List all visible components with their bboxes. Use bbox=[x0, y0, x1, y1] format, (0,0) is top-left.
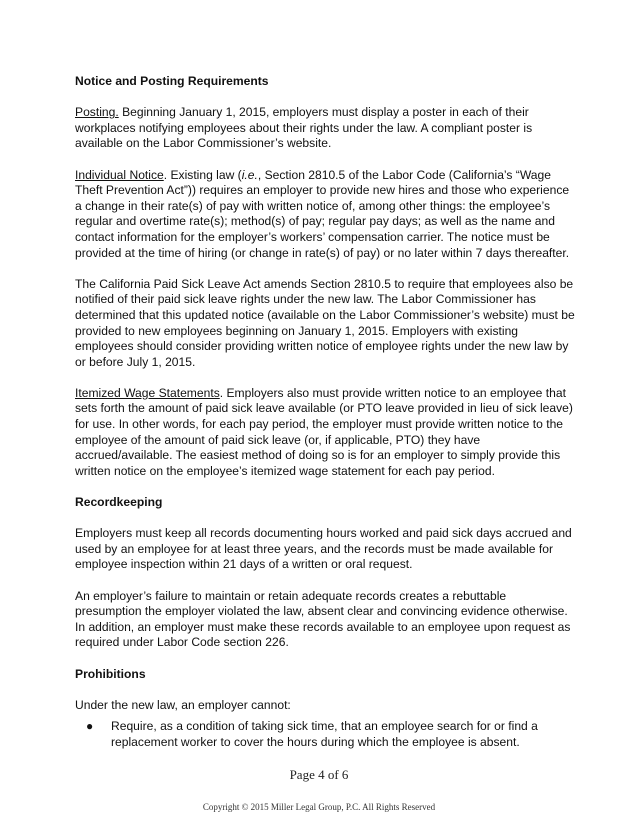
posting-paragraph bbox=[75, 105, 575, 152]
recordkeeping-paragraph-1: Employers must keep all records documenting hours worked and paid sick days accrued and used by an employee for at least three years, and the records must be made available for employee inspection within 21 days of a written or oral request. bbox=[75, 526, 572, 572]
individual-notice-paragraph bbox=[75, 168, 575, 262]
itemized-wage-text: . Employers also must provide written notice to an employee that sets forth the amount of paid sick leave available (or PTO leave provided in lieu of sick leave) for use. In other words, for each pay period, the employer must provide written notice to the employee of the amount of paid sick leave (or, if applicable, PTO) they have accrued/available. The easiest method of doing so is for an employer to simply provide this written notice on the employee’s itemized wage statement for each pay period. bbox=[75, 385, 573, 478]
individual-notice-label: Individual Notice bbox=[75, 167, 164, 182]
document-body bbox=[75, 74, 575, 751]
posting-text: Beginning January 1, 2015, employers must display a poster in each of their workplaces notifying employees about their rights under the law. A compliant poster is available on the Labor Commissioner’s website. bbox=[75, 105, 533, 151]
prohibitions-intro: Under the new law, an employer cannot: bbox=[75, 697, 291, 712]
individual-notice-text-b: , Section 2810.5 of the Labor Code (California’s “Wage Theft Prevention Act”)) requires an employer to provide new hires and those who experience a change in their rate(s) of pay with written notice of, among other things: the employee’s regular and overtime rate(s); method(s) of pay; regular pay days; as well as the name and contact information for the employer’s workers’ compensation carrier. The notice must be provided at the time of hiring (or change in rate(s) of pay) or no later within 7 days thereafter. bbox=[75, 167, 570, 260]
section-heading-prohibitions: Prohibitions bbox=[75, 666, 146, 681]
paid-sick-leave-act-paragraph: The California Paid Sick Leave Act amends Section 2810.5 to require that employees also be notified of their paid sick leave rights under the new law. The Labor Commissioner has determined that this updated notice (available on the Labor Commissioner’s website) must be provided to new employees beginning on January 1, 2015. Employers with existing employees should consider providing written notice of employee rights under the new law by or before July 1, 2015. bbox=[75, 276, 575, 369]
prohibitions-list bbox=[75, 719, 575, 750]
itemized-wage-paragraph bbox=[75, 386, 575, 480]
individual-notice-ie: i.e. bbox=[241, 167, 258, 182]
itemized-wage-label: Itemized Wage Statements bbox=[75, 385, 220, 400]
recordkeeping-paragraph-2: An employer’s failure to maintain or retain adequate records creates a rebuttable presumption the employer violated the law, absent clear and convincing evidence otherwise. In addition, an employer must make these records available to an employee upon request as required under Labor Code section 226. bbox=[75, 588, 571, 650]
page-number: Page 4 of 6 bbox=[289, 767, 349, 782]
bullet-icon: ● bbox=[86, 719, 94, 734]
prohibition-text: Require, as a condition of taking sick time, that an employee search for or find a replacement worker to cover the hours during which the employee is absent. bbox=[111, 719, 538, 749]
section-heading-recordkeeping: Recordkeeping bbox=[75, 495, 163, 510]
list-item bbox=[75, 719, 575, 750]
copyright-notice: Copyright © 2015 Miller Legal Group, P.C. All Rights Reserved bbox=[202, 802, 436, 812]
posting-label: Posting. bbox=[75, 105, 119, 120]
section-heading-notice-posting: Notice and Posting Requirements bbox=[75, 74, 269, 88]
individual-notice-text-a: . Existing law ( bbox=[163, 167, 242, 182]
